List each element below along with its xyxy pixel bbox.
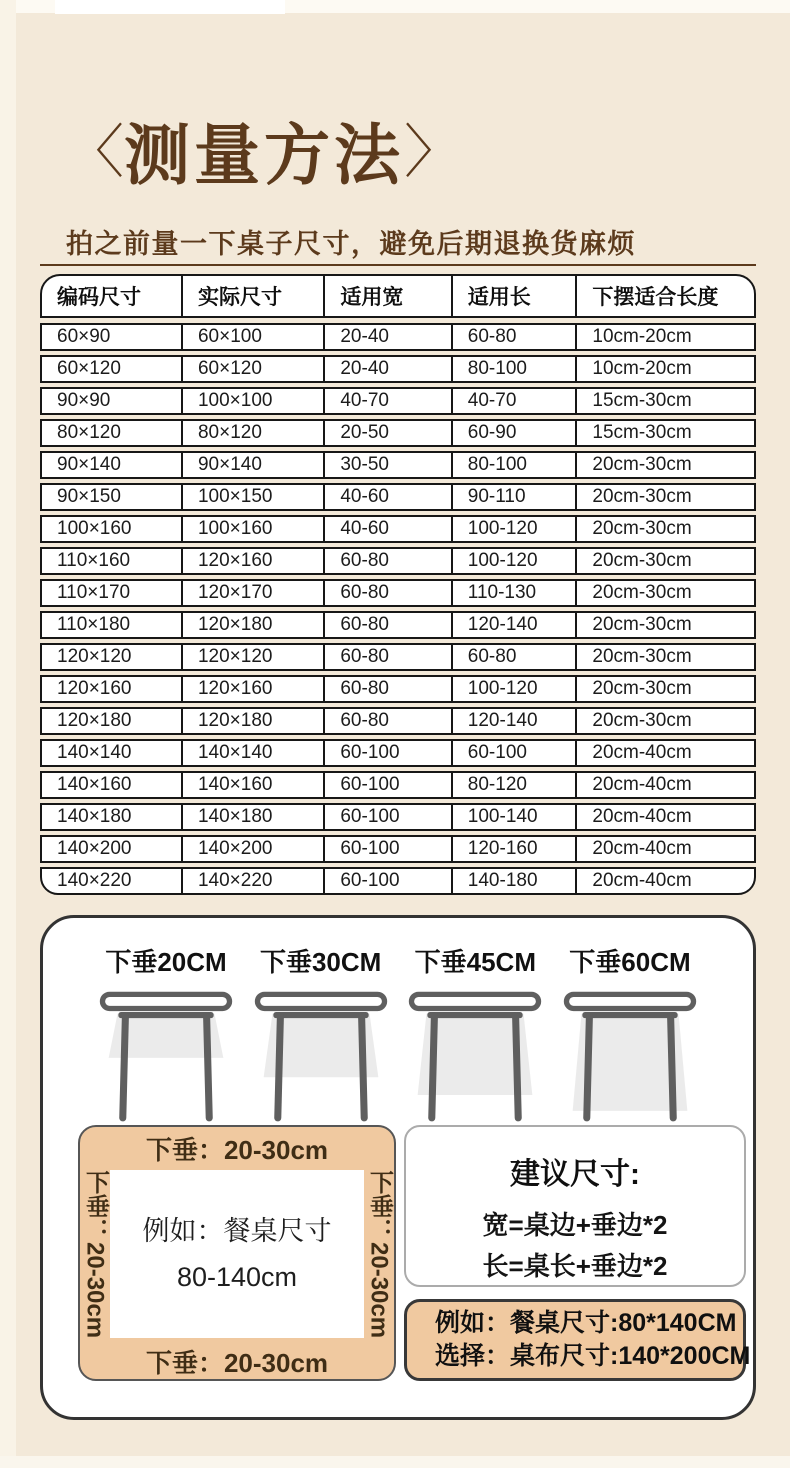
table-row (40, 707, 756, 735)
table-cell: 60-80 (325, 645, 452, 669)
drop-diagrams-row (43, 918, 753, 1127)
table-cell: 120-140 (453, 709, 578, 733)
drop-length-label: 下垂30CM (259, 947, 382, 977)
table-cell: 80-100 (453, 453, 578, 477)
table-cell: 140×220 (42, 869, 183, 893)
table-cell: 60-100 (325, 869, 452, 893)
table-cell: 60-80 (325, 677, 452, 701)
table-cell: 20cm-30cm (592, 614, 692, 635)
table-cell: 100×160 (183, 517, 325, 541)
size-table-header (40, 274, 756, 318)
table-illustration (555, 987, 705, 1127)
table-row (40, 771, 756, 799)
table-cell: 20cm-40cm (592, 870, 692, 891)
table-cell: 20cm-40cm (592, 838, 692, 859)
table-row (40, 483, 756, 511)
column-header: 适用宽 (325, 276, 452, 316)
title-bracket-left: 〈 (66, 120, 125, 185)
table-cell: 120-160 (453, 837, 578, 861)
table-cell: 120-140 (453, 613, 578, 637)
column-header: 适用长 (453, 276, 578, 316)
table-row (40, 451, 756, 479)
suggested-size-title: 建议尺寸: (510, 1158, 640, 1191)
table-row (40, 739, 756, 767)
drape-center-line2: 80-140cm (176, 1262, 298, 1293)
table-cell: 90-110 (453, 485, 578, 509)
length-formula: 长=桌长+垂边*2 (482, 1251, 668, 1281)
table-row (40, 387, 756, 415)
table-cell: 140×220 (183, 869, 325, 893)
column-header: 实际尺寸 (183, 276, 325, 316)
table-row (40, 579, 756, 607)
width-formula: 宽=桌边+垂边*2 (482, 1210, 668, 1240)
table-cell: 100-120 (453, 549, 578, 573)
table-cell: 110×160 (42, 549, 183, 573)
example-table-size: 例如：餐桌尺寸:80*140CM (435, 1309, 737, 1337)
table-cell: 60-100 (453, 741, 578, 765)
size-table-body (40, 323, 756, 895)
table-illustration (400, 987, 550, 1127)
table-cell: 20-50 (325, 421, 452, 445)
table-cell: 60-100 (325, 773, 452, 797)
table-cell: 120×160 (42, 677, 183, 701)
table-cell: 80×120 (42, 421, 183, 445)
table-cell: 40-70 (325, 389, 452, 413)
table-cell: 120×120 (42, 645, 183, 669)
table-cell: 10cm-20cm (592, 358, 692, 379)
table-cell: 40-70 (453, 389, 578, 413)
table-cell: 140×140 (42, 741, 183, 765)
table-cell: 140×160 (42, 773, 183, 797)
table-cell: 100×100 (183, 389, 325, 413)
table-row (40, 611, 756, 639)
table-cell: 40-60 (325, 485, 452, 509)
drape-label-left: 下垂：20-30cm (81, 1170, 109, 1339)
measure-diagram-panel (40, 915, 756, 1420)
page-title-text: 测量方法 (124, 118, 405, 192)
table-cell: 80-120 (453, 773, 578, 797)
table-cell: 20cm-30cm (592, 486, 692, 507)
table-cell: 80-100 (453, 357, 578, 381)
table-drop-diagram (400, 942, 550, 1127)
divider-line (40, 264, 756, 266)
table-row (40, 867, 756, 895)
table-cell: 100-140 (453, 805, 578, 829)
table-cell: 140×180 (42, 805, 183, 829)
table-cell: 20cm-40cm (592, 806, 692, 827)
table-illustration (91, 987, 241, 1127)
drape-example-box (78, 1125, 396, 1381)
title-bracket-right: 〉 (404, 120, 463, 185)
table-cell: 100×160 (42, 517, 183, 541)
table-cell: 100-120 (453, 677, 578, 701)
table-cell: 80×120 (183, 421, 325, 445)
drape-label-top: 下垂：20-30cm (145, 1135, 329, 1165)
table-row (40, 835, 756, 863)
table-cell: 120×180 (183, 709, 325, 733)
table-cell: 60×90 (42, 325, 183, 349)
table-cell: 20cm-30cm (592, 582, 692, 603)
table-cell: 15cm-30cm (592, 422, 692, 443)
table-cell: 20cm-40cm (592, 774, 692, 795)
table-cell: 60-80 (325, 581, 452, 605)
table-cell: 60-80 (453, 325, 578, 349)
column-header: 编码尺寸 (42, 276, 183, 316)
drape-center-note (110, 1170, 364, 1338)
table-cell: 120×170 (183, 581, 325, 605)
info-grid (78, 1125, 751, 1381)
table-row (40, 803, 756, 831)
advice-column (404, 1125, 751, 1381)
table-cell: 140×180 (183, 805, 325, 829)
table-cell: 100-120 (453, 517, 578, 541)
table-cell: 60-90 (453, 421, 578, 445)
page-title (66, 102, 462, 197)
table-cell: 140×200 (42, 837, 183, 861)
table-row (40, 547, 756, 575)
table-cell: 20cm-30cm (592, 518, 692, 539)
table-cell: 60-80 (325, 613, 452, 637)
table-cell: 60×100 (183, 325, 325, 349)
table-cell: 140-180 (453, 869, 578, 893)
table-cell: 60-80 (453, 645, 578, 669)
table-cell: 20cm-30cm (592, 454, 692, 475)
drop-length-label: 下垂20CM (105, 947, 227, 977)
table-cell: 140×200 (183, 837, 325, 861)
table-cell: 90×90 (42, 389, 183, 413)
table-cell: 20cm-30cm (592, 678, 692, 699)
table-cell: 10cm-20cm (592, 326, 692, 347)
table-cell: 120×160 (183, 677, 325, 701)
table-cell: 140×160 (183, 773, 325, 797)
page-edge-bottom (0, 1456, 790, 1468)
table-cell: 60-100 (325, 805, 452, 829)
table-cell: 100×150 (183, 485, 325, 509)
table-drop-diagram (555, 942, 705, 1127)
table-cell: 20cm-40cm (592, 742, 692, 763)
drape-label-bottom: 下垂：20-30cm (145, 1347, 329, 1378)
table-cell: 20cm-30cm (592, 710, 692, 731)
table-cell: 140×140 (183, 741, 325, 765)
table-cell: 60-100 (325, 837, 452, 861)
example-cloth-size: 选择：桌布尺寸:140*200CM (435, 1342, 751, 1370)
table-cell: 20cm-30cm (592, 646, 692, 667)
table-drop-diagram (246, 942, 396, 1127)
table-cell: 120×160 (183, 549, 325, 573)
table-cell: 110×170 (42, 581, 183, 605)
table-row (40, 323, 756, 351)
page-subtitle: 拍之前量一下桌子尺寸，避免后期退换货麻烦 (66, 229, 636, 259)
table-cell: 120×120 (183, 645, 325, 669)
table-cell: 60-80 (325, 549, 452, 573)
drop-length-label: 下垂60CM (569, 947, 691, 977)
size-table (40, 274, 756, 895)
table-cell: 90×140 (183, 453, 325, 477)
table-row (40, 419, 756, 447)
table-cell: 120×180 (183, 613, 325, 637)
page-edge-left (0, 0, 16, 1468)
table-cell: 110-130 (453, 581, 578, 605)
table-row (40, 675, 756, 703)
table-cell: 20cm-30cm (592, 550, 692, 571)
table-cell: 15cm-30cm (592, 390, 692, 411)
table-cell: 20-40 (325, 357, 452, 381)
table-illustration (246, 987, 396, 1127)
table-cell: 120×180 (42, 709, 183, 733)
column-header: 下摆适合长度 (592, 286, 719, 309)
table-cell: 60-80 (325, 709, 452, 733)
table-cell: 60×120 (183, 357, 325, 381)
table-cell: 90×140 (42, 453, 183, 477)
table-cell: 30-50 (325, 453, 452, 477)
table-cell: 60-100 (325, 741, 452, 765)
table-row (40, 515, 756, 543)
table-cell: 90×150 (42, 485, 183, 509)
table-cell: 40-60 (325, 517, 452, 541)
page-edge-top-highlight (55, 0, 285, 14)
drop-length-label: 下垂45CM (414, 947, 536, 977)
table-cell: 20-40 (325, 325, 452, 349)
table-cell: 60×120 (42, 357, 183, 381)
table-cell: 110×180 (42, 613, 183, 637)
table-drop-diagram (91, 942, 241, 1127)
size-example-box (404, 1299, 751, 1381)
table-row (40, 643, 756, 671)
drape-center-line1: 例如：餐桌尺寸 (142, 1216, 332, 1247)
suggested-size-box (404, 1125, 746, 1287)
table-row (40, 355, 756, 383)
drape-label-right: 下垂：20-30cm (365, 1170, 393, 1339)
